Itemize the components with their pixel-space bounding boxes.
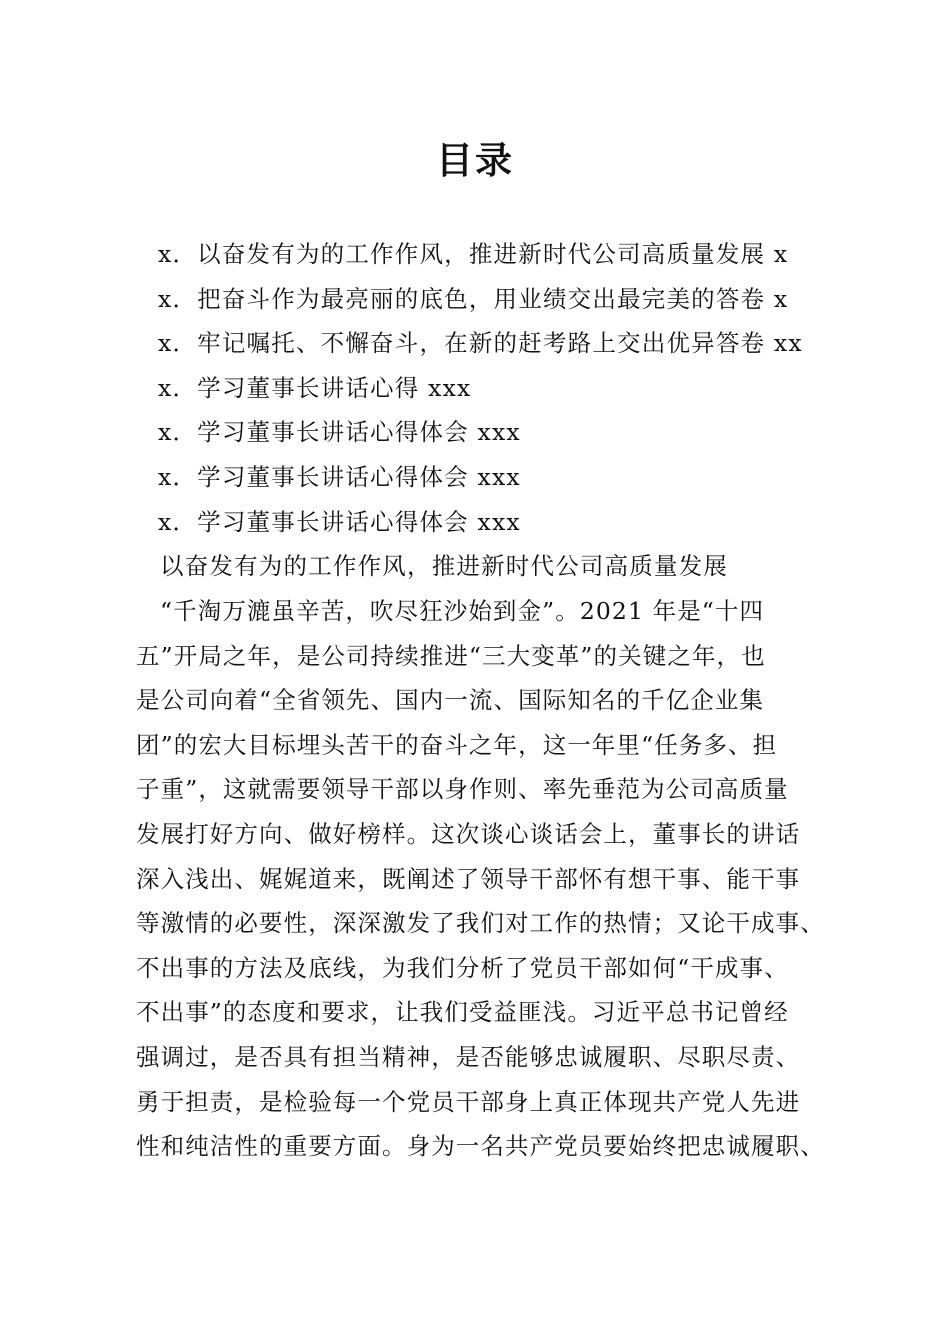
toc-item-2: x．把奋斗作为最亮丽的底色，用业绩交出最完美的答卷 x [158, 284, 789, 313]
toc-item-4: x．学习董事长讲话心得 xxx [158, 373, 472, 402]
article-body [136, 589, 836, 1169]
toc-item-1: x．以奋发有为的工作作风，推进新时代公司高质量发展 x [158, 240, 789, 268]
toc-item-5: x．学习董事长讲话心得体会 xxx [158, 418, 521, 447]
body-line: 不出事的方法及底线，为我们分析了党员干部如何“干成事、 [136, 953, 789, 982]
body-line: 性和纯洁性的重要方面。身为一名共产党员要始终把忠诚履职、 [136, 1132, 825, 1161]
toc-item-3: x．牢记嘱托、不懈奋斗，在新的赶考路上交出优异答卷 xx [158, 329, 803, 358]
body-line: “千淘万漉虽辛苦，吹尽狂沙始到金”。2021 年是“十四 [160, 597, 765, 625]
page-title: 目录 [436, 138, 514, 182]
article-title: 以奋发有为的工作作风，推进新时代公司高质量发展 [160, 552, 729, 580]
body-line: 子重”，这就需要领导干部以身作则、率先垂范为公司高质量 [136, 775, 789, 804]
body-line: 勇于担责，是检验每一个党员干部身上真正体现共产党人先进 [136, 1087, 801, 1116]
body-line: 是公司向着“全省领先、国内一流、国际知名的千亿企业集 [136, 686, 765, 715]
body-line: 五”开局之年，是公司持续推进“三大变革”的关键之年，也 [136, 641, 766, 670]
table-of-contents [158, 232, 858, 544]
body-line: 团”的宏大目标埋头苦干的奋斗之年，这一年里“任务多、担 [136, 730, 778, 759]
body-line: 强调过，是否具有担当精神，是否能够忠诚履职、尽职尽责、 [136, 1042, 801, 1071]
body-line: 深入浅出、娓娓道来，既阐述了领导干部怀有想干事、能干事 [136, 864, 801, 893]
toc-item-6: x．学习董事长讲话心得体会 xxx [158, 462, 521, 491]
body-line: 不出事”的态度和要求，让我们受益匪浅。习近平总书记曾经 [136, 998, 789, 1027]
body-line: 等激情的必要性，深深激发了我们对工作的热情；又论干成事、 [136, 909, 825, 938]
toc-item-7: x．学习董事长讲话心得体会 xxx [158, 507, 521, 536]
body-line: 发展打好方向、做好榜样。这次谈心谈话会上，董事长的讲话 [136, 819, 801, 848]
